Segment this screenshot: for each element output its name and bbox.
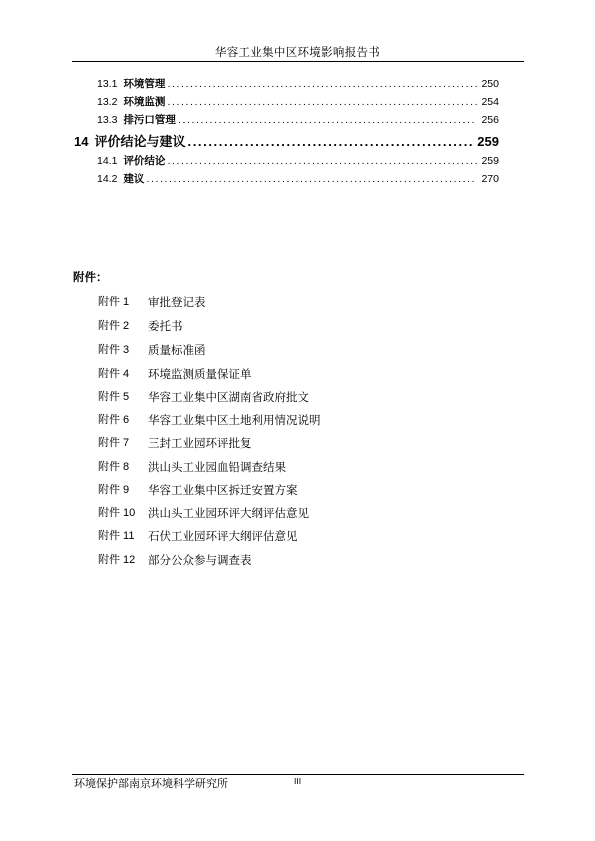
toc-entry[interactable] xyxy=(97,78,499,91)
toc-dot-leader xyxy=(167,96,477,109)
page-number: III xyxy=(294,776,302,786)
attachment-label: 附件 10 xyxy=(98,507,136,519)
toc-dot-leader xyxy=(187,134,473,150)
toc-entry-number: 14.2 xyxy=(97,173,118,185)
header-title: 华容工业集中区环境影响报告书 xyxy=(214,45,381,59)
attachment-label: 附件 3 xyxy=(98,344,130,356)
attachment-label: 附件 1 xyxy=(98,296,130,308)
attachment-name: 洪山头工业园环评大纲评估意见 xyxy=(148,506,309,520)
attachment-label: 附件 2 xyxy=(98,320,130,332)
attachment-label: 附件 12 xyxy=(98,554,136,566)
toc-entry-title: 环境监测 xyxy=(123,96,166,108)
attachment-name: 洪山头工业园血铅调查结果 xyxy=(148,460,286,474)
attachment-label: 附件 9 xyxy=(98,484,130,496)
attachment-label: 附件 11 xyxy=(98,530,135,542)
toc-dot-leader xyxy=(178,114,478,127)
attachment-name: 审批登记表 xyxy=(148,295,206,309)
attachment-name: 石伏工业园环评大纲评估意见 xyxy=(148,529,298,543)
attachment-name: 华容工业集中区湖南省政府批文 xyxy=(148,390,309,404)
toc-entry-title: 环境管理 xyxy=(123,78,166,90)
toc-entry-number: 14 xyxy=(74,134,89,149)
attachment-name: 部分公众参与调查表 xyxy=(148,553,252,567)
toc-dot-leader xyxy=(146,173,477,186)
footer-divider xyxy=(72,774,524,775)
toc-entry-number: 13.1 xyxy=(97,78,118,90)
attachment-label: 附件 4 xyxy=(98,368,130,380)
toc-entry[interactable] xyxy=(97,96,499,109)
footer-organization: 环境保护部南京环境科学研究所 xyxy=(74,777,228,790)
toc-entry-page: 250 xyxy=(481,78,499,90)
toc-entry-page: 256 xyxy=(481,114,499,126)
toc-entry-title: 评价结论 xyxy=(123,155,166,167)
toc-entry-page: 270 xyxy=(481,173,499,185)
header-divider xyxy=(72,61,524,62)
attachment-name: 三封工业园环评批复 xyxy=(148,436,252,450)
attachment-name: 质量标准函 xyxy=(148,343,206,357)
attachment-name: 环境监测质量保证单 xyxy=(148,367,252,381)
toc-entry-page: 259 xyxy=(477,134,499,149)
toc-entry[interactable] xyxy=(97,155,499,168)
toc-dot-leader xyxy=(167,78,477,91)
toc-entry-number: 13.3 xyxy=(97,114,118,126)
toc-entry-page: 254 xyxy=(481,96,499,108)
attachment-name: 委托书 xyxy=(148,319,183,333)
attachment-label: 附件 8 xyxy=(98,461,130,473)
toc-entry[interactable] xyxy=(97,114,499,127)
attachment-label: 附件 6 xyxy=(98,414,130,426)
toc-chapter-entry[interactable] xyxy=(74,134,499,150)
attachment-name: 华容工业集中区拆迁安置方案 xyxy=(148,483,298,497)
toc-entry-number: 14.1 xyxy=(97,155,118,167)
attachments-heading: 附件： xyxy=(73,270,108,284)
attachment-label: 附件 5 xyxy=(98,391,130,403)
toc-entry-title: 建议 xyxy=(123,173,145,185)
toc-entry-page: 259 xyxy=(481,155,499,167)
toc-dot-leader xyxy=(167,155,477,168)
toc-entry-number: 13.2 xyxy=(97,96,118,108)
attachment-name: 华容工业集中区土地利用情况说明 xyxy=(148,413,321,427)
attachment-label: 附件 7 xyxy=(98,437,130,449)
toc-entry[interactable] xyxy=(97,173,499,186)
toc-entry-title: 评价结论与建议 xyxy=(94,134,186,149)
toc-entry-title: 排污口管理 xyxy=(123,114,176,126)
